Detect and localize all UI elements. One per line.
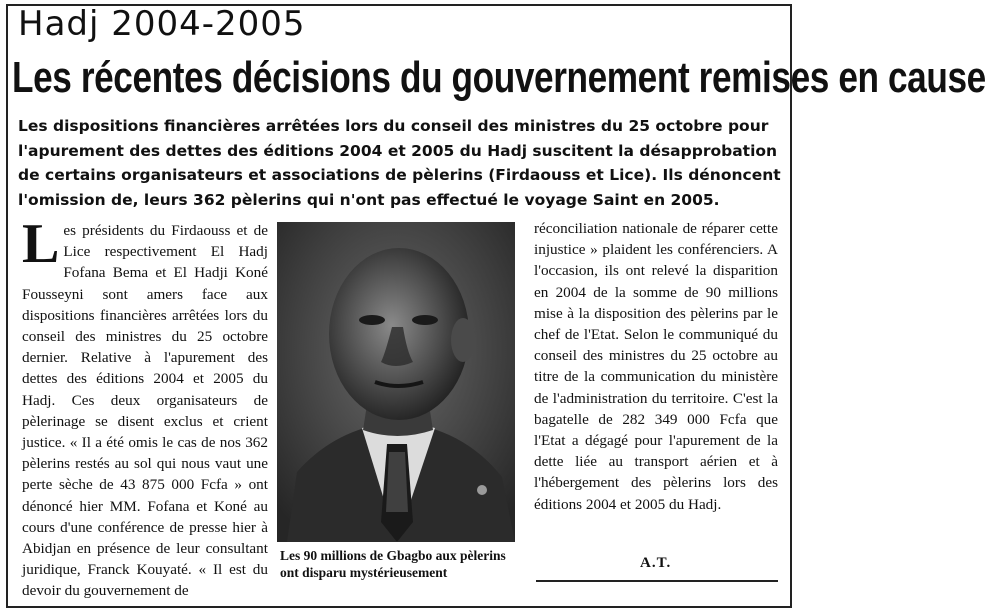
- article-kicker: Hadj 2004-2005: [18, 4, 306, 44]
- body-text-right: réconciliation nationale de réparer cette injustice » plaident les conférenciers. A l'occasion, ils ont relevé la disparition en 2004 de la somme de 90 millions mise à la disposition des pèlerins par le chef de l'Etat. Selon le communiqué du conseil des ministres du 25 octobre au titre de la communication du ministère de l'administration du territoire. C'est la bagatelle de 282 349 000 Fcfa que l'Etat a dégagé pour l'apurement de la dette liée au transport aérien et à l'hébergement des pèlerins lors des éditions 2004 et 2005 du Hadj.: [534, 220, 778, 513]
- body-column-right: [534, 218, 778, 515]
- body-column-left: [22, 213, 268, 602]
- photo-caption: Les 90 millions de Gbagbo aux pèlerins ont disparu mystérieusement: [280, 548, 506, 580]
- article-lede: Les dispositions financières arrêtées lors du conseil des ministres du 25 octobre pour l'apurement des dettes des éditions 2004 et 2005 du Hadj suscitent la désapprobation de certains organisateurs et associations de pèlerins (Firdaouss et Lice). Ils dénoncent l'omission de, leurs 362 pèlerins qui n'ont pas effectué le voyage Saint en 2005.: [18, 117, 781, 209]
- end-rule: [536, 580, 778, 582]
- article-headline: Les récentes décisions du gouvernement remises en cause: [12, 53, 986, 102]
- author-signature: A.T.: [640, 555, 672, 571]
- portrait-photo: [277, 222, 515, 542]
- drop-cap: L: [22, 213, 60, 275]
- body-text-left: es présidents du Firdaouss et de Lice respectivement El Hadj Fofana Bema et El Hadji Koné Fousseyni sont amers face aux dispositions financières arrêtées lors du conseil des ministres du 25 octobre dernier. Relative à l'apurement des dettes des éditions 2004 et 2005 du Hadj. Ces deux organisateurs de pèlerinage se disent exclus et crient justice. « Il a été omis le cas de nos 362 pèlerins restés au sol qui nous vaut une perte sèche de 43 875 000 Fcfa » ont dénoncé hier MM. Fofana et Koné au cours d'une conférence de presse hier à Abidjan en présence de leur consultant juridique, Franck Kouyaté. « Il est du devoir du gouvernement de: [22, 222, 268, 600]
- portrait-illustration: [277, 222, 515, 542]
